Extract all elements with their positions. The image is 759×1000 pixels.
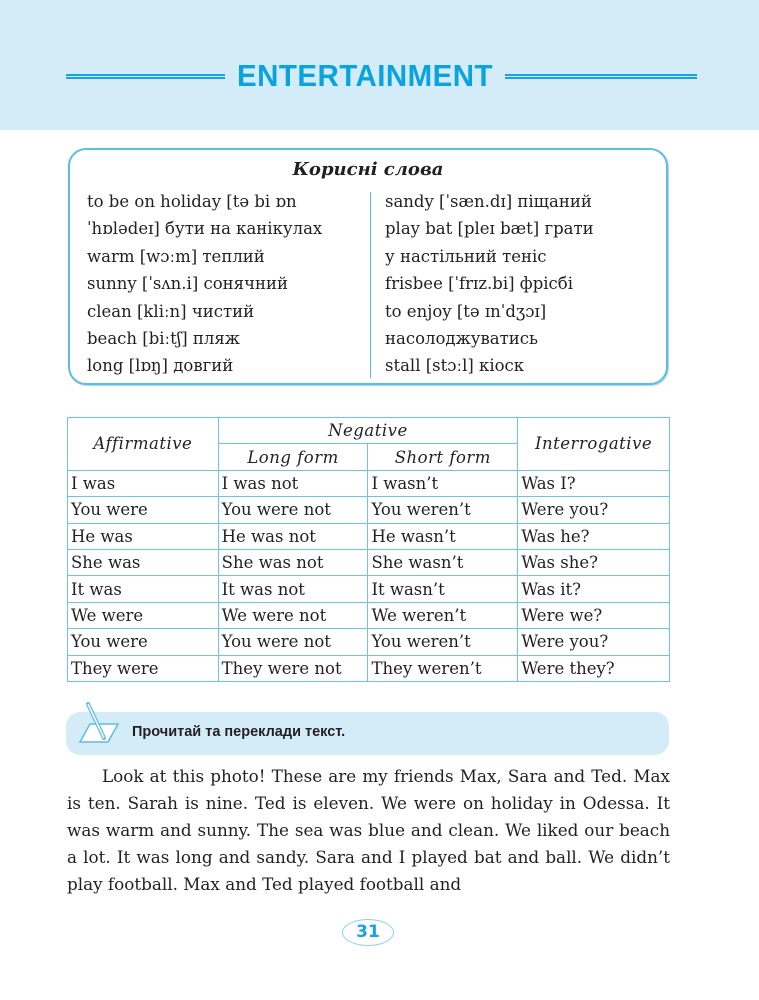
table-row bbox=[68, 523, 670, 549]
table-cell: He was not bbox=[218, 523, 368, 549]
table-cell: Was she? bbox=[518, 549, 670, 575]
vocab-item: to be on holiday [tə bi ɒn bbox=[87, 192, 297, 211]
table-cell: Was I? bbox=[518, 470, 670, 496]
column-divider bbox=[370, 192, 371, 378]
table-cell: She wasn’t bbox=[368, 549, 518, 575]
page-number: 31 bbox=[342, 919, 394, 946]
vocab-item: ˈhɒlədeɪ] бути на канікулах bbox=[87, 219, 323, 239]
table-row bbox=[68, 470, 670, 496]
table-cell: You were not bbox=[218, 629, 368, 655]
header-long-form: Long form bbox=[218, 444, 368, 470]
table-cell: He wasn’t bbox=[368, 523, 518, 549]
table-cell: They were not bbox=[218, 655, 368, 681]
vocab-item: to enjoy [tə ɪnˈdʒɔɪ] bbox=[385, 301, 547, 321]
vocab-item: у настільний теніс bbox=[385, 246, 547, 266]
header-short-form: Short form bbox=[368, 444, 518, 470]
vocab-item: play bat [pleɪ bæt] грати bbox=[385, 219, 594, 239]
table-cell: I was bbox=[68, 470, 219, 496]
table-row bbox=[68, 629, 670, 655]
table-row bbox=[68, 549, 670, 575]
table-cell: You weren’t bbox=[368, 629, 518, 655]
table-cell: It wasn’t bbox=[368, 576, 518, 602]
table-cell: They weren’t bbox=[368, 655, 518, 681]
table-row bbox=[68, 497, 670, 523]
useful-words-title: Корисні слова bbox=[292, 159, 444, 180]
table-cell: Were you? bbox=[518, 629, 670, 655]
table-cell: Were we? bbox=[518, 602, 670, 628]
table-cell: We were bbox=[68, 602, 219, 628]
vocab-item: stall [stɔːl] кіоск bbox=[385, 356, 525, 376]
header-negative: Negative bbox=[218, 418, 518, 444]
vocab-item: sandy [ˈsæn.dɪ] піщаний bbox=[385, 192, 592, 211]
vocab-left-column bbox=[87, 188, 322, 380]
header-affirmative: Affirmative bbox=[68, 418, 219, 471]
table-cell: It was bbox=[68, 576, 219, 602]
table-cell: He was bbox=[68, 523, 219, 549]
title-rule-right bbox=[505, 74, 697, 79]
table-cell: You weren’t bbox=[368, 497, 518, 523]
table-row bbox=[68, 655, 670, 681]
page-title: ENTERTAINMENT bbox=[237, 58, 493, 93]
vocab-item: beach [biːtʃ] пляж bbox=[87, 329, 240, 349]
vocab-item: clean [kliːn] чистий bbox=[87, 301, 255, 321]
table-cell: You were not bbox=[218, 497, 368, 523]
vocab-item: насолоджуватись bbox=[385, 329, 538, 349]
vocab-item: warm [wɔːm] теплий bbox=[87, 246, 265, 266]
table-cell: It was not bbox=[218, 576, 368, 602]
table-cell: Were they? bbox=[518, 655, 670, 681]
table-cell: They were bbox=[68, 655, 219, 681]
useful-words-box bbox=[68, 148, 668, 385]
task-instruction: Прочитай та переклади текст. bbox=[132, 724, 346, 740]
table-row bbox=[68, 576, 670, 602]
vocab-right-column bbox=[385, 188, 594, 380]
table-cell: Was he? bbox=[518, 523, 670, 549]
table-cell: Was it? bbox=[518, 576, 670, 602]
task-instruction-bar bbox=[66, 712, 669, 755]
header-band bbox=[0, 0, 759, 130]
table-cell: You were bbox=[68, 497, 219, 523]
header-interrogative: Interrogative bbox=[518, 418, 670, 471]
table-cell: I wasn’t bbox=[368, 470, 518, 496]
title-rule-left bbox=[66, 74, 225, 79]
vocab-item: long [lɒŋ] довгий bbox=[87, 356, 234, 376]
table-cell: She was not bbox=[218, 549, 368, 575]
table-cell: I was not bbox=[218, 470, 368, 496]
grammar-table bbox=[67, 417, 670, 682]
table-cell: We were not bbox=[218, 602, 368, 628]
table-cell: You were bbox=[68, 629, 219, 655]
pencil-notepad-icon bbox=[76, 702, 126, 752]
table-cell: She was bbox=[68, 549, 219, 575]
table-row bbox=[68, 602, 670, 628]
vocab-item: sunny [ˈsʌn.i] сонячний bbox=[87, 274, 288, 294]
table-cell: We weren’t bbox=[368, 602, 518, 628]
vocab-item: frisbee [ˈfrɪz.bi] фрісбі bbox=[385, 274, 573, 294]
table-cell: Were you? bbox=[518, 497, 670, 523]
reading-text: Look at this photo! These are my friends Max, Sara and Ted. Max is ten. Sarah is nine. Ted is eleven. We were on holiday in Odessa. It was warm and sunny. The sea was blue and clean. We liked our beach a lot. It was long and sandy. Sara and I played bat and ball. We didn’t play football. Max and Ted played football and bbox=[67, 766, 670, 894]
